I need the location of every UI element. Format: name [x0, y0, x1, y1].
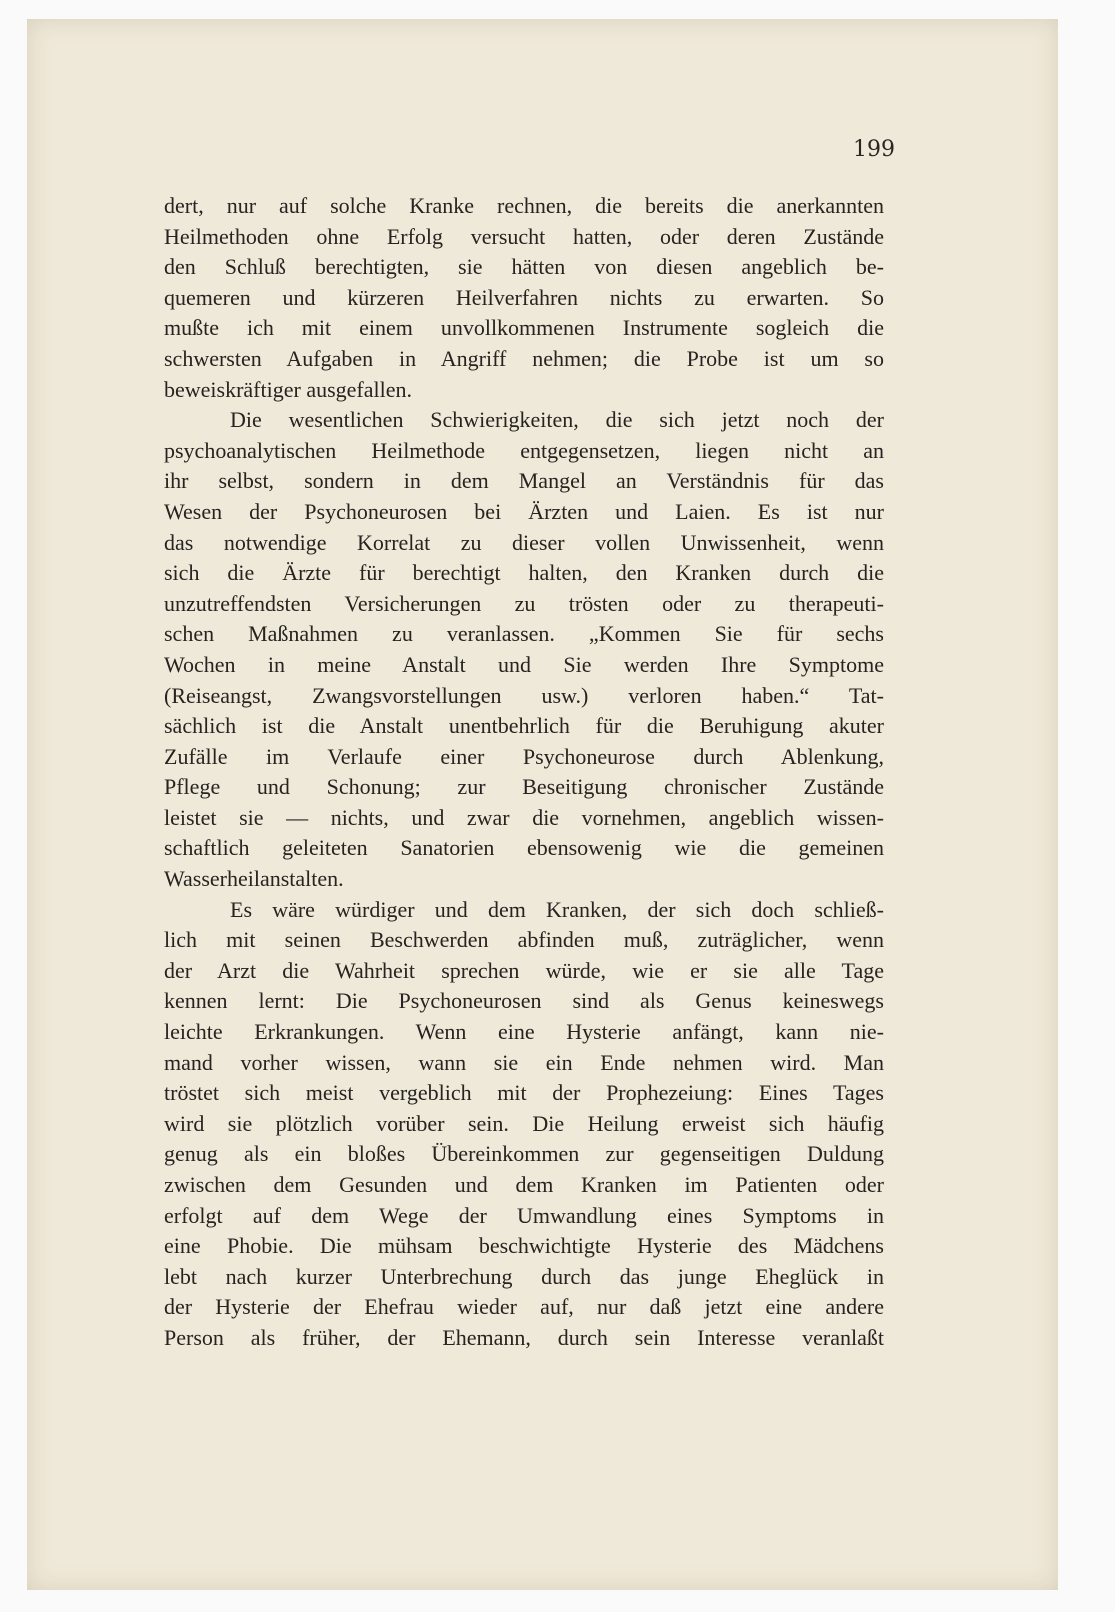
- text-line: lich mit seinen Beschwerden abfinden muß, zuträglicher, wenn: [164, 927, 884, 953]
- text-line: lebt nach kurzer Unterbrechung durch das junge Eheglück in: [164, 1263, 884, 1289]
- text-line: der Hysterie der Ehefrau wieder auf, nur daß jetzt eine andere: [164, 1294, 884, 1320]
- text-line: unzutreffendsten Versicherungen zu trösten oder zu therapeuti-: [164, 590, 884, 616]
- text-line: sächlich ist die Anstalt unentbehrlich für die Beruhigung akuter: [164, 713, 884, 739]
- text-line: Wasserheilanstalten.: [164, 866, 344, 892]
- text-line: schaftlich geleiteten Sanatorien ebensowenig wie die gemeinen: [164, 835, 884, 861]
- text-line: der Arzt die Wahrheit sprechen würde, wie er sie alle Tage: [164, 957, 884, 983]
- text-line: leichte Erkrankungen. Wenn eine Hysterie anfängt, kann nie-: [164, 1019, 884, 1045]
- text-line: erfolgt auf dem Wege der Umwandlung eines Symptoms in: [164, 1202, 884, 1228]
- text-line: beweiskräftiger ausgefallen.: [164, 376, 412, 402]
- body-text: [164, 191, 884, 1354]
- text-line: genug als ein bloßes Übereinkommen zur gegenseitigen Duldung: [164, 1141, 884, 1167]
- text-line: Heilmethoden ohne Erfolg versucht hatten, oder deren Zustände: [164, 223, 884, 249]
- text-line: sich die Ärzte für berechtigt halten, den Kranken durch die: [164, 560, 884, 586]
- text-line: (Reiseangst, Zwangsvorstellungen usw.) verloren haben.“ Tat-: [164, 682, 884, 708]
- text-line: Wesen der Psychoneurosen bei Ärzten und Laien. Es ist nur: [164, 498, 884, 524]
- text-line: ihr selbst, sondern in dem Mangel an Verständnis für das: [164, 468, 884, 494]
- text-line: wird sie plötzlich vorüber sein. Die Heilung erweist sich häufig: [164, 1110, 884, 1136]
- text-line: Wochen in meine Anstalt und Sie werden Ihre Symptome: [164, 651, 884, 677]
- text-line: leistet sie — nichts, und zwar die vornehmen, angeblich wissen-: [164, 804, 884, 830]
- text-line: mand vorher wissen, wann sie ein Ende nehmen wird. Man: [164, 1049, 884, 1075]
- text-line: mußte ich mit einem unvollkommenen Instrumente sogleich die: [164, 315, 884, 341]
- page-number: 199: [853, 137, 895, 162]
- text-line: den Schluß berechtigten, sie hätten von diesen angeblich be-: [164, 254, 884, 280]
- text-line: kennen lernt: Die Psychoneurosen sind als Genus keineswegs: [164, 988, 884, 1014]
- text-line: quemeren und kürzeren Heilverfahren nichts zu erwarten. So: [164, 284, 884, 310]
- text-line: psychoanalytischen Heilmethode entgegensetzen, liegen nicht an: [164, 437, 884, 463]
- text-line: Zufälle im Verlaufe einer Psychoneurose durch Ablenkung,: [164, 743, 884, 769]
- text-line: Die wesentlichen Schwierigkeiten, die sich jetzt noch der: [230, 407, 884, 433]
- text-line: tröstet sich meist vergeblich mit der Prophezeiung: Eines Tages: [164, 1080, 884, 1106]
- text-line: schwersten Aufgaben in Angriff nehmen; die Probe ist um so: [164, 345, 884, 371]
- text-line: dert, nur auf solche Kranke rechnen, die bereits die anerkannten: [164, 193, 884, 218]
- text-line: eine Phobie. Die mühsam beschwichtigte Hysterie des Mädchens: [164, 1233, 884, 1259]
- text-line: zwischen dem Gesunden und dem Kranken im Patienten oder: [164, 1172, 884, 1197]
- text-line: das notwendige Korrelat zu dieser vollen Unwissenheit, wenn: [164, 529, 884, 555]
- text-line: Es wäre würdiger und dem Kranken, der sich doch schließ-: [230, 896, 884, 922]
- text-line: schen Maßnahmen zu veranlassen. „Kommen Sie für sechs: [164, 621, 884, 647]
- text-line: Pflege und Schonung; zur Beseitigung chronischer Zustände: [164, 774, 884, 800]
- book-page: [27, 19, 1058, 1590]
- text-line: Person als früher, der Ehemann, durch sein Interesse veranlaßt: [164, 1324, 884, 1350]
